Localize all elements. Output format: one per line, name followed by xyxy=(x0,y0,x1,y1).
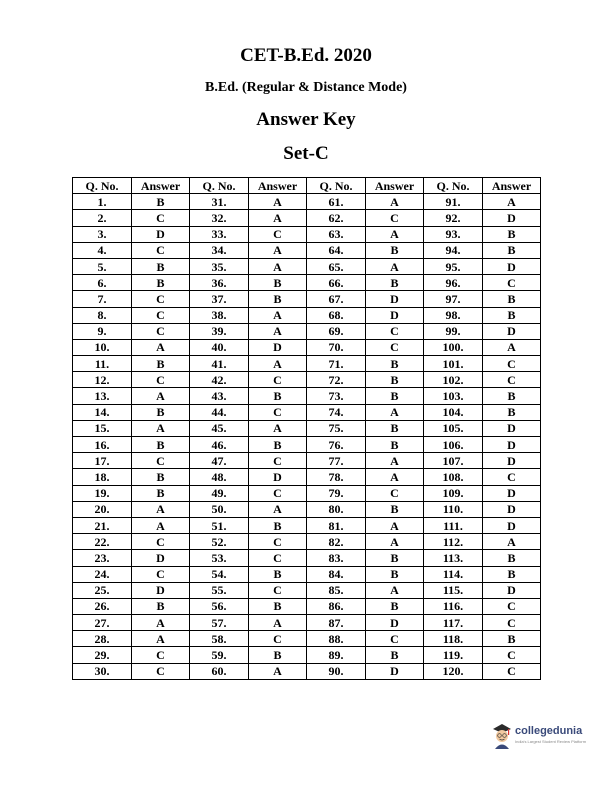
table-header-row xyxy=(73,178,541,194)
question-number-cell: 31. xyxy=(190,194,249,210)
answer-cell: A xyxy=(249,194,307,210)
question-number-cell: 104. xyxy=(424,404,483,420)
answer-cell: A xyxy=(366,404,424,420)
table-row xyxy=(73,437,541,453)
question-number-cell: 62. xyxy=(307,210,366,226)
question-number-cell: 4. xyxy=(73,242,132,258)
question-number-cell: 120. xyxy=(424,663,483,679)
question-number-cell: 119. xyxy=(424,647,483,663)
question-number-cell: 56. xyxy=(190,598,249,614)
question-number-cell: 113. xyxy=(424,550,483,566)
collegedunia-logo xyxy=(491,722,591,752)
answer-cell: C xyxy=(132,566,190,582)
question-number-cell: 15. xyxy=(73,420,132,436)
table-row xyxy=(73,517,541,533)
answer-cell: A xyxy=(366,534,424,550)
answer-cell: B xyxy=(132,598,190,614)
question-number-cell: 28. xyxy=(73,631,132,647)
table-row xyxy=(73,550,541,566)
table-row xyxy=(73,356,541,372)
answer-cell: D xyxy=(483,582,541,598)
answer-cell: B xyxy=(132,485,190,501)
answer-cell: D xyxy=(132,550,190,566)
question-number-cell: 117. xyxy=(424,615,483,631)
answer-cell: B xyxy=(366,501,424,517)
question-number-cell: 14. xyxy=(73,404,132,420)
answer-cell: A xyxy=(132,631,190,647)
answer-cell: A xyxy=(249,420,307,436)
logo-tagline: India's Largest Student Review Platform xyxy=(515,739,587,744)
question-number-cell: 40. xyxy=(190,339,249,355)
answer-cell: C xyxy=(249,226,307,242)
answer-cell: C xyxy=(132,663,190,679)
question-number-cell: 6. xyxy=(73,275,132,291)
question-number-cell: 38. xyxy=(190,307,249,323)
answer-cell: B xyxy=(483,631,541,647)
question-number-cell: 70. xyxy=(307,339,366,355)
answer-cell: C xyxy=(132,242,190,258)
answer-cell: D xyxy=(366,615,424,631)
question-number-cell: 39. xyxy=(190,323,249,339)
table-body xyxy=(73,194,541,680)
question-number-cell: 25. xyxy=(73,582,132,598)
table-row xyxy=(73,307,541,323)
answer-cell: B xyxy=(366,420,424,436)
table-row xyxy=(73,194,541,210)
answer-cell: C xyxy=(483,615,541,631)
answer-cell: B xyxy=(366,598,424,614)
table-row xyxy=(73,501,541,517)
question-number-cell: 100. xyxy=(424,339,483,355)
question-number-cell: 45. xyxy=(190,420,249,436)
answer-cell: B xyxy=(132,469,190,485)
question-number-cell: 24. xyxy=(73,566,132,582)
answer-cell: A xyxy=(483,534,541,550)
question-number-cell: 90. xyxy=(307,663,366,679)
answer-cell: A xyxy=(366,582,424,598)
answer-cell: A xyxy=(366,226,424,242)
answer-key-heading: Answer Key xyxy=(256,109,356,130)
answer-cell: B xyxy=(483,291,541,307)
answer-cell: B xyxy=(249,566,307,582)
answer-cell: C xyxy=(483,275,541,291)
answer-cell: B xyxy=(249,517,307,533)
question-number-cell: 36. xyxy=(190,275,249,291)
answer-cell: A xyxy=(366,258,424,274)
question-number-cell: 101. xyxy=(424,356,483,372)
answer-cell: B xyxy=(249,437,307,453)
answer-cell: C xyxy=(366,210,424,226)
answer-cell: D xyxy=(483,437,541,453)
answer-cell: B xyxy=(366,275,424,291)
answer-cell: A xyxy=(249,307,307,323)
answer-cell: D xyxy=(483,420,541,436)
answer-cell: B xyxy=(366,647,424,663)
answer-cell: C xyxy=(132,453,190,469)
answer-cell: C xyxy=(132,291,190,307)
answer-cell: B xyxy=(483,404,541,420)
column-header: Answer xyxy=(132,178,190,194)
answer-cell: D xyxy=(249,469,307,485)
question-number-cell: 73. xyxy=(307,388,366,404)
question-number-cell: 86. xyxy=(307,598,366,614)
question-number-cell: 32. xyxy=(190,210,249,226)
question-number-cell: 57. xyxy=(190,615,249,631)
question-number-cell: 3. xyxy=(73,226,132,242)
question-number-cell: 81. xyxy=(307,517,366,533)
question-number-cell: 77. xyxy=(307,453,366,469)
page-title: CET-B.Ed. 2020 xyxy=(240,45,372,66)
answer-cell: D xyxy=(483,258,541,274)
question-number-cell: 107. xyxy=(424,453,483,469)
answer-cell: A xyxy=(249,258,307,274)
question-number-cell: 93. xyxy=(424,226,483,242)
question-number-cell: 95. xyxy=(424,258,483,274)
table-row xyxy=(73,226,541,242)
answer-cell: D xyxy=(132,226,190,242)
answer-cell: D xyxy=(249,339,307,355)
answer-cell: C xyxy=(483,372,541,388)
table-row xyxy=(73,420,541,436)
set-label: Set-C xyxy=(283,143,329,164)
question-number-cell: 59. xyxy=(190,647,249,663)
answer-cell: B xyxy=(483,307,541,323)
answer-cell: C xyxy=(249,404,307,420)
answer-cell: B xyxy=(132,258,190,274)
answer-cell: B xyxy=(132,404,190,420)
answer-cell: A xyxy=(132,339,190,355)
column-header: Answer xyxy=(483,178,541,194)
answer-cell: A xyxy=(249,323,307,339)
question-number-cell: 96. xyxy=(424,275,483,291)
question-number-cell: 72. xyxy=(307,372,366,388)
logo-wordmark: collegedunia xyxy=(515,725,583,737)
answer-cell: B xyxy=(366,388,424,404)
answer-key-table xyxy=(72,177,541,680)
table-row xyxy=(73,210,541,226)
question-number-cell: 105. xyxy=(424,420,483,436)
answer-cell: A xyxy=(249,663,307,679)
question-number-cell: 7. xyxy=(73,291,132,307)
answer-cell: C xyxy=(132,210,190,226)
question-number-cell: 10. xyxy=(73,339,132,355)
question-number-cell: 54. xyxy=(190,566,249,582)
question-number-cell: 53. xyxy=(190,550,249,566)
question-number-cell: 87. xyxy=(307,615,366,631)
answer-cell: B xyxy=(366,372,424,388)
table-row xyxy=(73,598,541,614)
question-number-cell: 2. xyxy=(73,210,132,226)
answer-cell: C xyxy=(249,534,307,550)
answer-cell: A xyxy=(366,453,424,469)
table-row xyxy=(73,339,541,355)
answer-cell: B xyxy=(366,566,424,582)
table-row xyxy=(73,258,541,274)
answer-cell: A xyxy=(483,194,541,210)
answer-cell: C xyxy=(249,372,307,388)
question-number-cell: 41. xyxy=(190,356,249,372)
question-number-cell: 61. xyxy=(307,194,366,210)
answer-cell: D xyxy=(483,453,541,469)
question-number-cell: 114. xyxy=(424,566,483,582)
question-number-cell: 21. xyxy=(73,517,132,533)
question-number-cell: 82. xyxy=(307,534,366,550)
answer-cell: A xyxy=(249,242,307,258)
question-number-cell: 18. xyxy=(73,469,132,485)
answer-cell: C xyxy=(366,485,424,501)
question-number-cell: 23. xyxy=(73,550,132,566)
table-row xyxy=(73,663,541,679)
question-number-cell: 48. xyxy=(190,469,249,485)
question-number-cell: 47. xyxy=(190,453,249,469)
question-number-cell: 5. xyxy=(73,258,132,274)
answer-cell: B xyxy=(483,226,541,242)
answer-cell: A xyxy=(132,420,190,436)
question-number-cell: 52. xyxy=(190,534,249,550)
answer-cell: B xyxy=(132,194,190,210)
question-number-cell: 71. xyxy=(307,356,366,372)
question-number-cell: 27. xyxy=(73,615,132,631)
table-row xyxy=(73,242,541,258)
answer-cell: C xyxy=(249,582,307,598)
column-header: Q. No. xyxy=(190,178,249,194)
question-number-cell: 42. xyxy=(190,372,249,388)
answer-cell: A xyxy=(366,469,424,485)
answer-cell: C xyxy=(249,485,307,501)
question-number-cell: 51. xyxy=(190,517,249,533)
graduate-mascot-icon xyxy=(491,722,513,750)
page-subtitle: B.Ed. (Regular & Distance Mode) xyxy=(205,80,407,95)
question-number-cell: 63. xyxy=(307,226,366,242)
answer-cell: D xyxy=(483,517,541,533)
answer-cell: A xyxy=(132,501,190,517)
answer-cell: C xyxy=(366,631,424,647)
answer-cell: B xyxy=(249,291,307,307)
answer-cell: D xyxy=(132,582,190,598)
question-number-cell: 13. xyxy=(73,388,132,404)
column-header: Q. No. xyxy=(73,178,132,194)
answer-cell: C xyxy=(483,469,541,485)
answer-cell: B xyxy=(249,598,307,614)
answer-cell: B xyxy=(132,356,190,372)
answer-cell: D xyxy=(483,501,541,517)
column-header: Answer xyxy=(249,178,307,194)
question-number-cell: 112. xyxy=(424,534,483,550)
question-number-cell: 16. xyxy=(73,437,132,453)
answer-cell: C xyxy=(249,453,307,469)
table-row xyxy=(73,582,541,598)
question-number-cell: 43. xyxy=(190,388,249,404)
answer-cell: A xyxy=(132,517,190,533)
table-row xyxy=(73,453,541,469)
question-number-cell: 109. xyxy=(424,485,483,501)
question-number-cell: 64. xyxy=(307,242,366,258)
column-header: Q. No. xyxy=(424,178,483,194)
question-number-cell: 103. xyxy=(424,388,483,404)
answer-cell: C xyxy=(366,339,424,355)
question-number-cell: 69. xyxy=(307,323,366,339)
question-number-cell: 98. xyxy=(424,307,483,323)
answer-cell: C xyxy=(483,647,541,663)
answer-cell: C xyxy=(483,356,541,372)
answer-cell: C xyxy=(132,323,190,339)
question-number-cell: 91. xyxy=(424,194,483,210)
question-number-cell: 8. xyxy=(73,307,132,323)
question-number-cell: 58. xyxy=(190,631,249,647)
answer-cell: C xyxy=(132,534,190,550)
answer-cell: B xyxy=(132,437,190,453)
question-number-cell: 1. xyxy=(73,194,132,210)
question-number-cell: 118. xyxy=(424,631,483,647)
question-number-cell: 80. xyxy=(307,501,366,517)
question-number-cell: 29. xyxy=(73,647,132,663)
answer-cell: D xyxy=(483,485,541,501)
answer-cell: B xyxy=(132,275,190,291)
question-number-cell: 68. xyxy=(307,307,366,323)
question-number-cell: 106. xyxy=(424,437,483,453)
answer-cell: D xyxy=(483,323,541,339)
question-number-cell: 89. xyxy=(307,647,366,663)
question-number-cell: 17. xyxy=(73,453,132,469)
table-row xyxy=(73,485,541,501)
question-number-cell: 22. xyxy=(73,534,132,550)
table-row xyxy=(73,372,541,388)
answer-cell: A xyxy=(249,615,307,631)
question-number-cell: 44. xyxy=(190,404,249,420)
answer-cell: B xyxy=(366,550,424,566)
question-number-cell: 49. xyxy=(190,485,249,501)
table-row xyxy=(73,631,541,647)
answer-cell: C xyxy=(483,663,541,679)
question-number-cell: 75. xyxy=(307,420,366,436)
question-number-cell: 33. xyxy=(190,226,249,242)
table-row xyxy=(73,388,541,404)
table-row xyxy=(73,291,541,307)
answer-cell: A xyxy=(483,339,541,355)
answer-cell: C xyxy=(366,323,424,339)
answer-cell: B xyxy=(483,242,541,258)
answer-cell: B xyxy=(483,566,541,582)
question-number-cell: 26. xyxy=(73,598,132,614)
question-number-cell: 37. xyxy=(190,291,249,307)
question-number-cell: 111. xyxy=(424,517,483,533)
question-number-cell: 99. xyxy=(424,323,483,339)
question-number-cell: 79. xyxy=(307,485,366,501)
answer-cell: B xyxy=(249,275,307,291)
table-row xyxy=(73,275,541,291)
answer-cell: B xyxy=(366,356,424,372)
answer-cell: B xyxy=(366,242,424,258)
question-number-cell: 84. xyxy=(307,566,366,582)
question-number-cell: 92. xyxy=(424,210,483,226)
answer-cell: C xyxy=(132,372,190,388)
answer-cell: B xyxy=(249,388,307,404)
question-number-cell: 78. xyxy=(307,469,366,485)
question-number-cell: 97. xyxy=(424,291,483,307)
question-number-cell: 11. xyxy=(73,356,132,372)
answer-cell: A xyxy=(249,356,307,372)
question-number-cell: 9. xyxy=(73,323,132,339)
answer-cell: D xyxy=(366,663,424,679)
question-number-cell: 110. xyxy=(424,501,483,517)
table-row xyxy=(73,647,541,663)
question-number-cell: 67. xyxy=(307,291,366,307)
question-number-cell: 88. xyxy=(307,631,366,647)
question-number-cell: 35. xyxy=(190,258,249,274)
question-number-cell: 30. xyxy=(73,663,132,679)
question-number-cell: 74. xyxy=(307,404,366,420)
question-number-cell: 102. xyxy=(424,372,483,388)
question-number-cell: 65. xyxy=(307,258,366,274)
answer-cell: B xyxy=(249,647,307,663)
answer-cell: A xyxy=(132,388,190,404)
answer-cell: D xyxy=(366,307,424,323)
question-number-cell: 19. xyxy=(73,485,132,501)
question-number-cell: 50. xyxy=(190,501,249,517)
question-number-cell: 66. xyxy=(307,275,366,291)
question-number-cell: 85. xyxy=(307,582,366,598)
table-row xyxy=(73,615,541,631)
answer-cell: A xyxy=(249,210,307,226)
question-number-cell: 55. xyxy=(190,582,249,598)
answer-cell: A xyxy=(249,501,307,517)
table-row xyxy=(73,534,541,550)
question-number-cell: 83. xyxy=(307,550,366,566)
question-number-cell: 46. xyxy=(190,437,249,453)
question-number-cell: 12. xyxy=(73,372,132,388)
table-row xyxy=(73,323,541,339)
question-number-cell: 60. xyxy=(190,663,249,679)
answer-cell: C xyxy=(132,307,190,323)
table-row xyxy=(73,566,541,582)
question-number-cell: 34. xyxy=(190,242,249,258)
table-row xyxy=(73,404,541,420)
answer-cell: A xyxy=(132,615,190,631)
answer-cell: B xyxy=(366,437,424,453)
answer-cell: B xyxy=(483,388,541,404)
question-number-cell: 76. xyxy=(307,437,366,453)
answer-cell: C xyxy=(483,598,541,614)
question-number-cell: 108. xyxy=(424,469,483,485)
answer-cell: C xyxy=(249,631,307,647)
answer-cell: B xyxy=(483,550,541,566)
answer-cell: A xyxy=(366,194,424,210)
question-number-cell: 115. xyxy=(424,582,483,598)
table-row xyxy=(73,469,541,485)
answer-cell: D xyxy=(483,210,541,226)
answer-cell: C xyxy=(249,550,307,566)
question-number-cell: 116. xyxy=(424,598,483,614)
question-number-cell: 20. xyxy=(73,501,132,517)
question-number-cell: 94. xyxy=(424,242,483,258)
answer-cell: C xyxy=(132,647,190,663)
answer-cell: D xyxy=(366,291,424,307)
column-header: Answer xyxy=(366,178,424,194)
answer-cell: A xyxy=(366,517,424,533)
column-header: Q. No. xyxy=(307,178,366,194)
